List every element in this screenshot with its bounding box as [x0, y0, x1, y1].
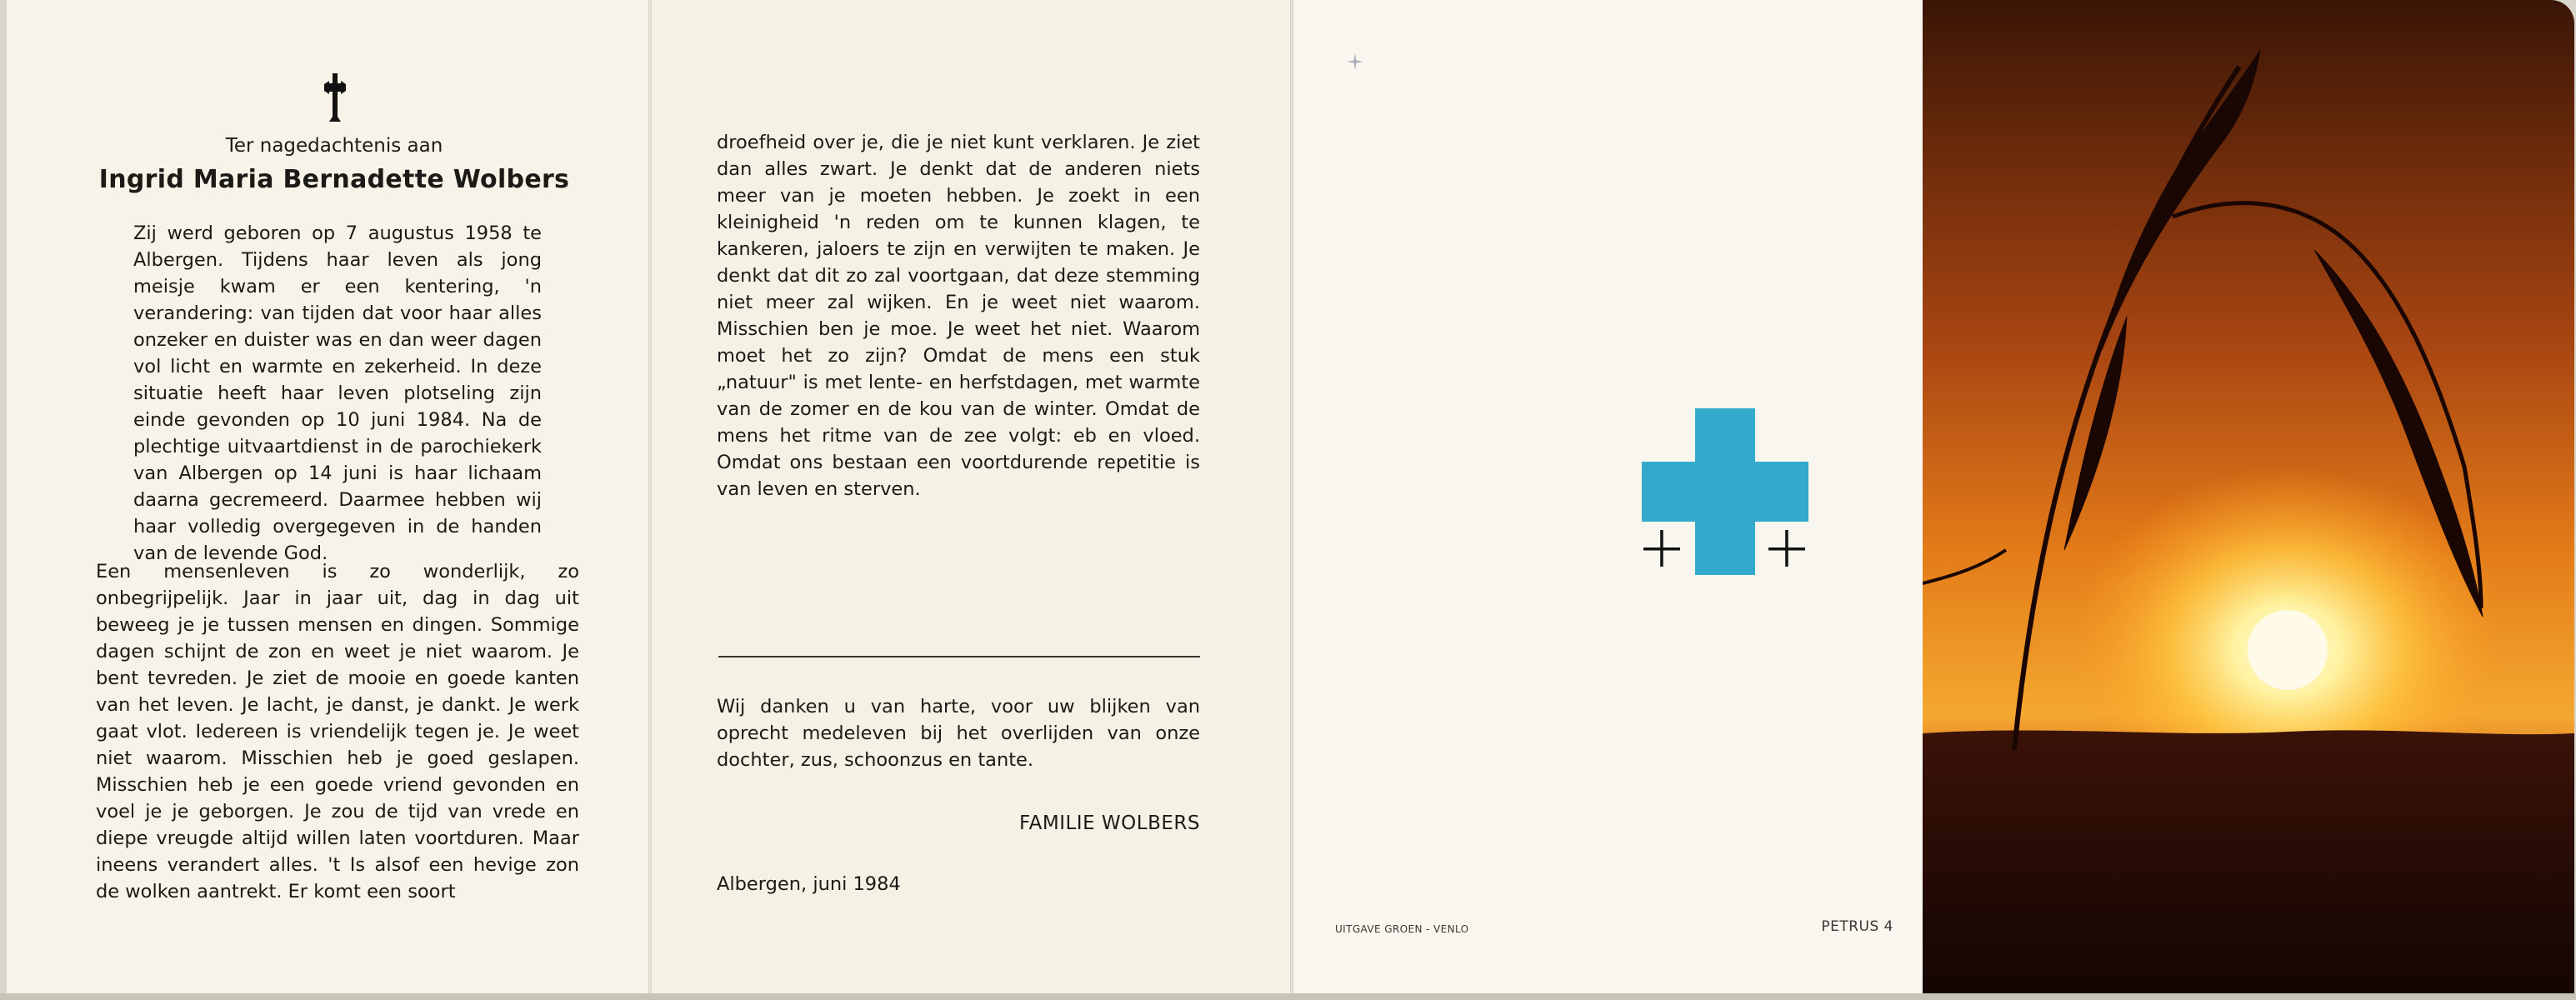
- place-date: Albergen, juni 1984: [717, 873, 901, 895]
- family-signature: FAMILIE WOLBERS: [1019, 812, 1200, 834]
- sunset-photo: [1923, 0, 2574, 993]
- divider: [718, 656, 1200, 658]
- sparkle-mark: [1345, 52, 1365, 72]
- sunset-wheat-image: [1923, 0, 2574, 993]
- meditation-text-part2: droefheid over je, die je niet kunt verklaren. Je ziet dan alles zwart. Je denkt dat de anderen niets meer van je moeten hebben. Je zoekt in een kleinigheid 'n reden om te kunnen klagen, te kankeren, jaloers te zijn en verwijten te maken. Je denkt dat dit zo zal voortgaan, dat deze stemming niet meer zal wijken. En je weet niet waarom. Misschien ben je moe. Je weet het niet. Waarom moet het zo zijn? Omdat de mens een stuk „natuur" is met lente- en herfstdagen, met warmte van de zomer en de kou van de winter. Omdat de mens het ritme van de zee volgt: eb en vloed. Omdat ons bestaan een voortdurende repetitie is van leven en sterven.: [717, 132, 1200, 500]
- publisher-label: UITGAVE GROEN - VENLO: [1335, 923, 1469, 935]
- plus-icon: [1768, 530, 1805, 567]
- scan-edge: [0, 993, 2576, 1000]
- greek-cross-icon: [1642, 408, 1808, 575]
- card-panel-back: [1293, 0, 1923, 993]
- card-panel-front-left: [7, 0, 648, 993]
- latin-cross-icon: [317, 72, 353, 127]
- meditation-text-part1: Een mensenleven is zo wonderlijk, zo onbegrijpelijk. Jaar in jaar uit, dag in dag uit beweeg je je tussen mensen en dingen. Sommige dagen schijnt de zon en weet je niet waarom. Je bent tevreden. Je ziet de mooie en goede kanten van het leven. Je lacht, je danst, je dankt. Je werk gaat vlot. Iedereen is vriendelijk tegen je. Je weet niet waarom. Misschien heb je goed geslapen. Misschien heb je een goede vriend gevonden en voel je je geborgen. Je zou de tijd van vrede en diepe vreugde altijd willen laten voortduren. Maar ineens verandert alles. 't Is alsof een hevige zon de wolken aantrekt. Er komt een soort: [96, 561, 579, 902]
- deceased-name: Ingrid Maria Bernadette Wolbers: [98, 165, 570, 194]
- thanks-text: Wij danken u van harte, voor uw blijken van oprecht medeleven bij het overlijden van onze dochter, zus, schoonzus en tante.: [717, 696, 1200, 771]
- memorial-subtitle: Ter nagedachtenis aan: [225, 135, 443, 157]
- biography-text: Zij werd geboren op 7 augustus 1958 te Albergen. Tijdens haar leven als jong meisje kwam er een kentering, 'n verandering: van tijden dat voor haar alles onzeker en duister was en dan weer dagen vol licht en warmte en zekerheid. In deze situatie heeft haar leven plotseling zijn einde gevonden op 10 juni 1984. Na de plechtige uitvaartdienst in de parochiekerk van Albergen op 14 juni is haar lichaam daarna gecremeerd. Daarmee hebben wij haar volledig overgegeven in de handen van de levende God.: [133, 222, 542, 564]
- series-label: PETRUS 4: [1821, 918, 1893, 935]
- card-panel-inner: [652, 0, 1290, 993]
- plus-icon: [1643, 530, 1680, 567]
